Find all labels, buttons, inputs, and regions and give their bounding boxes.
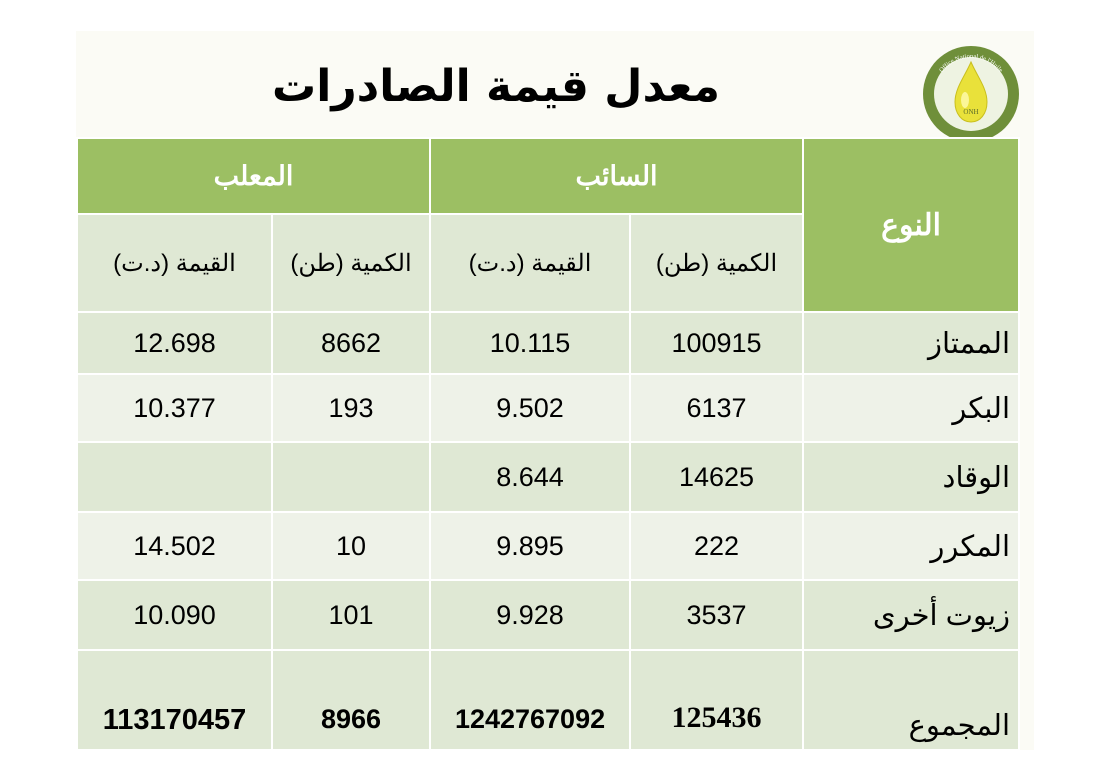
table-row (77, 312, 1019, 374)
row-pack-value: 14.502 (77, 512, 272, 580)
row-bulk-qty: 14625 (630, 442, 803, 512)
table-row (77, 374, 1019, 442)
row-bulk-value: 9.895 (430, 512, 630, 580)
header-pack-value: القيمة (د.ت) (77, 214, 272, 312)
slide (76, 31, 1034, 750)
row-pack-qty (272, 442, 430, 512)
row-bulk-value: 8.644 (430, 442, 630, 512)
row-pack-qty: 10 (272, 512, 430, 580)
row-pack-qty: 193 (272, 374, 430, 442)
row-bulk-qty: 6137 (630, 374, 803, 442)
row-bulk-value: 9.502 (430, 374, 630, 442)
row-pack-value: 12.698 (77, 312, 272, 374)
total-pack-value: 113170457 (77, 650, 272, 750)
header-pack-qty: الكمية (طن) (272, 214, 430, 312)
logo-ring-text: Office National de l'Huile (938, 52, 1004, 74)
row-pack-value (77, 442, 272, 512)
total-bulk-value: 1242767092 (430, 650, 630, 750)
row-pack-value: 10.377 (77, 374, 272, 442)
row-type: زيوت أخرى (803, 580, 1019, 650)
header-bulk-qty: الكمية (طن) (630, 214, 803, 312)
header-bulk-value: القيمة (د.ت) (430, 214, 630, 312)
logo-inner-text: ONH (963, 108, 979, 116)
page-title: معدل قيمة الصادرات (272, 61, 720, 112)
row-pack-value: 10.090 (77, 580, 272, 650)
total-row (77, 650, 1019, 750)
row-type: البكر (803, 374, 1019, 442)
header-group-packaged: المعلب (77, 138, 430, 214)
row-type: الممتاز (803, 312, 1019, 374)
table-row (77, 512, 1019, 580)
row-pack-qty: 101 (272, 580, 430, 650)
total-bulk-qty: 125436 (630, 650, 803, 750)
row-type: المكرر (803, 512, 1019, 580)
total-pack-qty: 8966 (272, 650, 430, 750)
header-group-bulk: السائب (430, 138, 803, 214)
onh-logo (921, 44, 1021, 144)
row-bulk-value: 9.928 (430, 580, 630, 650)
row-bulk-qty: 100915 (630, 312, 803, 374)
exports-table (76, 137, 1020, 750)
row-type: الوقاد (803, 442, 1019, 512)
row-bulk-qty: 3537 (630, 580, 803, 650)
header-type: النوع (803, 138, 1019, 312)
table-row (77, 580, 1019, 650)
row-bulk-qty: 222 (630, 512, 803, 580)
row-pack-qty: 8662 (272, 312, 430, 374)
table-row (77, 442, 1019, 512)
row-bulk-value: 10.115 (430, 312, 630, 374)
total-label: المجموع (803, 650, 1019, 750)
